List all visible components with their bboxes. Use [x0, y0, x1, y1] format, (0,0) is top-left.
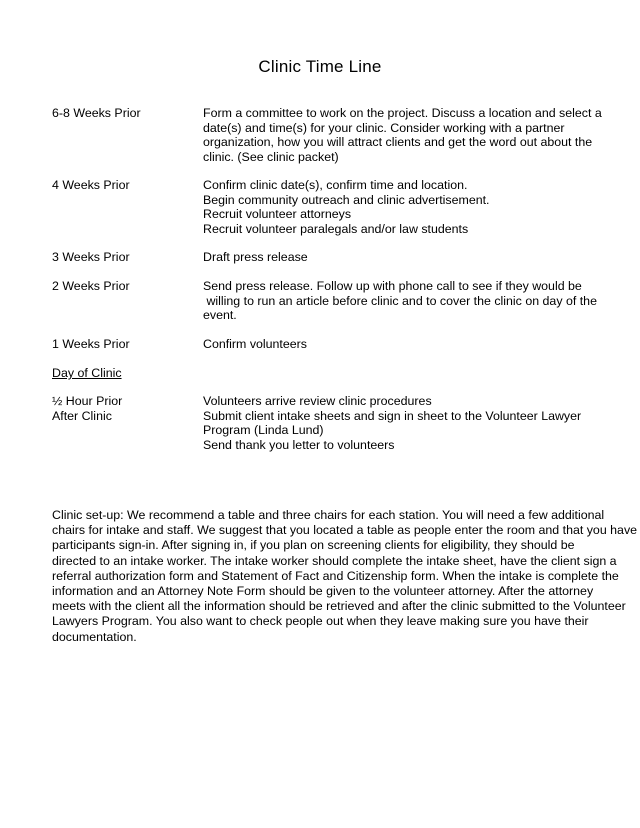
setup-line: chairs for intake and staff. We suggest that you located a table as people enter the room and that you have	[52, 523, 638, 538]
timeline-label: 4 Weeks Prior	[52, 178, 130, 192]
timeline-line: event.	[203, 308, 237, 323]
timeline-label: 2 Weeks Prior	[52, 279, 130, 293]
setup-line: information and an Attorney Note Form should be given to the volunteer attorney. After the attorney	[52, 584, 594, 599]
timeline-line: Volunteers arrive review clinic procedures	[203, 394, 432, 408]
page-title: Clinic Time Line	[258, 57, 382, 76]
timeline-content	[203, 394, 595, 409]
timeline-line: Begin community outreach and clinic advertisement.	[203, 192, 490, 207]
timeline-content	[203, 250, 595, 265]
timeline-content	[203, 409, 595, 453]
timeline-line: clinic. (See clinic packet)	[203, 149, 339, 164]
timeline-line: willing to run an article before clinic and to cover the clinic on day of the	[203, 293, 597, 308]
timeline-line: Program (Linda Lund)	[203, 423, 324, 438]
timeline-line: Send thank you letter to volunteers	[203, 437, 395, 452]
setup-line: meets with the client all the information should be retrieved and after the clinic submitted to the Volunteer	[52, 599, 626, 614]
timeline-label: ½ Hour Prior	[52, 394, 123, 408]
timeline-label: 6-8 Weeks Prior	[52, 106, 141, 120]
timeline-line: Submit client intake sheets and sign in sheet to the Volunteer Lawyer	[203, 408, 582, 423]
setup-line: documentation.	[52, 629, 137, 644]
setup-line: Clinic set-up: We recommend a table and three chairs for each station. You will need a few additional	[52, 508, 605, 522]
setup-line: Lawyers Program. You also want to check people out when they leave making sure you have their	[52, 614, 589, 629]
timeline-line: Send press release. Follow up with phone call to see if they would be	[203, 279, 582, 293]
clinic-setup-paragraph	[52, 508, 638, 645]
timeline-content	[203, 279, 595, 323]
timeline-line: Confirm volunteers	[203, 337, 307, 351]
timeline-content	[203, 106, 602, 164]
timeline-line: Recruit volunteer attorneys	[203, 207, 352, 222]
timeline-line: Recruit volunteer paralegals and/or law students	[203, 221, 469, 236]
timeline-label: After Clinic	[52, 408, 112, 423]
timeline-label: 1 Weeks Prior	[52, 337, 130, 351]
setup-line: referral authorization form and Statement of Fact and Citizenship form. When the intake is complete the	[52, 568, 619, 583]
timeline-line: Confirm clinic date(s), confirm time and location.	[203, 178, 468, 192]
timeline-content	[203, 337, 595, 352]
day-of-clinic-heading: Day of Clinic	[52, 366, 122, 380]
timeline-content	[203, 178, 595, 236]
timeline-line: organization, how you will attract clients and get the word out about the	[203, 135, 593, 150]
timeline-line: date(s) and time(s) for your clinic. Consider working with a partner	[203, 120, 565, 135]
timeline-label: 3 Weeks Prior	[52, 250, 130, 264]
setup-line: directed to an intake worker. The intake worker should complete the intake sheet, have the client sign a	[52, 553, 617, 568]
timeline-line: Form a committee to work on the project. Discuss a location and select a	[203, 106, 602, 120]
setup-line: participants sign-in. After signing in, if you plan on screening clients for eligibility, they should be	[52, 538, 575, 553]
timeline-line: Draft press release	[203, 250, 308, 264]
